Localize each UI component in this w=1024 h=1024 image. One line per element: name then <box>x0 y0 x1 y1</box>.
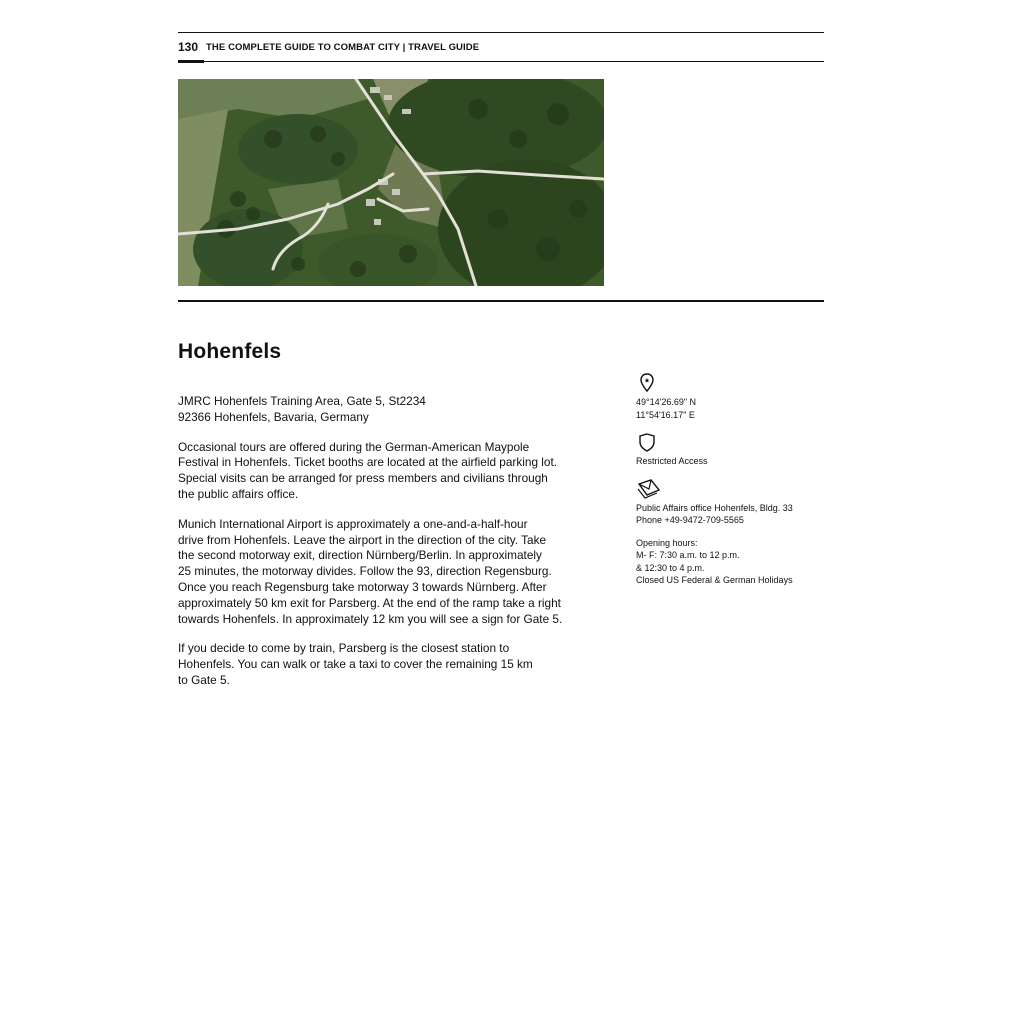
contact-block <box>636 478 826 587</box>
text-line: the public affairs office. <box>178 486 299 501</box>
text-line: drive from Hohenfels. Leave the airport in the direction of the city. Take <box>178 532 547 547</box>
envelope-icon <box>636 478 662 500</box>
running-title: THE COMPLETE GUIDE TO COMBAT CITY | TRAVEL GUIDE <box>206 41 480 53</box>
coordinates-block <box>636 372 826 421</box>
contact-office: Public Affairs office Hohenfels, Bldg. 33 <box>636 502 793 513</box>
paragraph-tours <box>178 440 608 503</box>
paragraph-airport <box>178 517 608 628</box>
article-title: Hohenfels <box>178 340 282 363</box>
text-line: approximately 50 km exit for Parsberg. At the end of the ramp take a right <box>178 595 561 610</box>
hours-line: Closed US Federal & German Holidays <box>636 575 793 585</box>
hours-line: Opening hours: <box>636 537 698 548</box>
hours-line: & 12:30 to 4 p.m. <box>636 562 705 573</box>
paragraph-train <box>178 641 608 688</box>
page-number: 130 <box>178 33 202 61</box>
text-line: 25 minutes, the motorway divides. Follow the 93, direction Regensburg. <box>178 564 552 579</box>
text-line: Hohenfels. You can walk or take a taxi to cover the remaining 15 km <box>178 657 533 672</box>
contact-phone: Phone +49-9472-709-5565 <box>636 515 744 525</box>
text-line: If you decide to come by train, Parsberg is the closest station to <box>178 641 510 656</box>
text-line: the second motorway exit, direction Nürnberg/Berlin. In approximately <box>178 548 542 563</box>
shield-icon <box>636 431 658 453</box>
text-line: towards Hohenfels. In approximately 12 km you will see a sign for Gate 5. <box>178 611 563 626</box>
text-line: Munich International Airport is approximately a one-and-a-half-hour <box>178 516 528 531</box>
longitude: 11°54'16.17" E <box>636 409 695 420</box>
running-header <box>178 32 824 62</box>
map-pin-icon <box>636 372 658 394</box>
article-body <box>178 394 608 703</box>
hours-line: M- F: 7:30 a.m. to 12 p.m. <box>636 550 740 560</box>
text-line: Special visits can be arranged for press members and civilians through <box>178 471 548 486</box>
aerial-photo <box>178 79 604 286</box>
info-sidebar <box>636 372 826 597</box>
latitude: 49°14'26.69" N <box>636 397 697 407</box>
access-block <box>636 431 826 468</box>
text-line: Festival in Hohenfels. Ticket booths are located at the airfield parking lot. <box>178 455 558 470</box>
opening-hours <box>636 537 826 587</box>
access-label: Restricted Access <box>636 456 708 466</box>
address-line: JMRC Hohenfels Training Area, Gate 5, St2234 <box>178 394 426 408</box>
text-line: Once you reach Regensburg take motorway 3 towards Nürnberg. After <box>178 579 547 594</box>
section-divider <box>178 300 824 302</box>
address <box>178 394 608 426</box>
text-line: to Gate 5. <box>178 672 230 687</box>
address-line: 92366 Hohenfels, Bavaria, Germany <box>178 409 369 424</box>
text-line: Occasional tours are offered during the German-American Maypole <box>178 439 530 454</box>
